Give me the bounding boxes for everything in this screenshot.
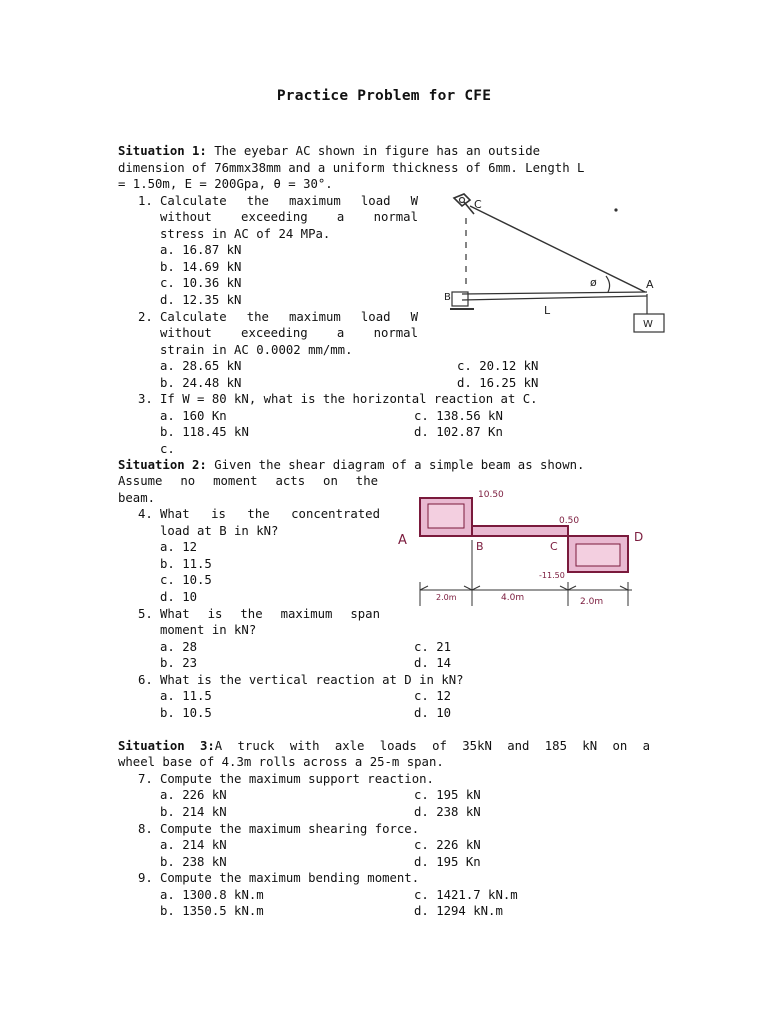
pin-c bbox=[460, 198, 465, 203]
q6-choice-c: c. 12 bbox=[414, 689, 452, 703]
q5-choice-c: c. 21 bbox=[414, 640, 452, 654]
label-point-b: B bbox=[476, 540, 484, 553]
situation-3-label: Situation 3: bbox=[118, 739, 215, 753]
q6-number: 6. bbox=[138, 673, 153, 687]
q9-choice-d: d. 1294 kN.m bbox=[414, 904, 503, 918]
label-l: L bbox=[544, 304, 551, 317]
label-point-a: A bbox=[398, 533, 407, 548]
beam-ba-top bbox=[462, 292, 647, 294]
q1-choice-a: a. 16.87 kN bbox=[160, 243, 242, 257]
label-10-50: 10.50 bbox=[478, 490, 504, 500]
situation-1-label: Situation 1: bbox=[118, 144, 207, 158]
situation-3-line-1 bbox=[118, 738, 650, 754]
q8-choice-c: c. 226 kN bbox=[414, 838, 481, 852]
situation-2-line-1 bbox=[118, 457, 584, 473]
q2-text-1: Calculate the maximum load W bbox=[160, 310, 418, 324]
q8-number: 8. bbox=[138, 822, 153, 836]
q5-choice-a: a. 28 bbox=[160, 640, 198, 654]
situation-2-intro-2: Assume no moment acts on the bbox=[118, 474, 378, 488]
q9-text: Compute the maximum bending moment. bbox=[160, 871, 420, 885]
q5-text-2: moment in kN? bbox=[160, 623, 257, 637]
q5-choice-b: b. 23 bbox=[160, 656, 198, 670]
q5-text-1: What is the maximum span bbox=[160, 607, 380, 621]
support-c-icon bbox=[454, 194, 474, 214]
q1-number: 1. bbox=[138, 194, 153, 208]
q1-text-2: without exceeding a normal bbox=[160, 210, 418, 224]
label-dim-2: 4.0m bbox=[501, 593, 525, 603]
angle-arc bbox=[606, 276, 610, 292]
q4-choice-d: d. 10 bbox=[160, 590, 198, 604]
q8-text: Compute the maximum shearing force. bbox=[160, 822, 420, 836]
q8-choice-d: d. 195 Kn bbox=[414, 855, 481, 869]
eyebar-figure bbox=[440, 188, 670, 338]
q2-text-2: without exceeding a normal bbox=[160, 326, 418, 340]
q3-choice-b: b. 118.45 kN bbox=[160, 425, 249, 439]
q1-choice-d: d. 12.35 kN bbox=[160, 293, 242, 307]
q6-text: What is the vertical reaction at D in kN? bbox=[160, 673, 464, 687]
q5-choice-d: d. 14 bbox=[414, 656, 452, 670]
q2-text-3: strain in AC 0.0002 mm/mm. bbox=[160, 343, 353, 357]
q7-number: 7. bbox=[138, 772, 153, 786]
page-title: Practice Problem for CFE bbox=[276, 88, 492, 104]
label-point-d: D bbox=[634, 530, 644, 544]
q1-text-3: stress in AC of 24 MPa. bbox=[160, 227, 331, 241]
q1-choice-c: c. 10.36 kN bbox=[160, 276, 242, 290]
q2-choice-b: b. 24.48 kN bbox=[160, 376, 242, 390]
q7-choice-a: a. 226 kN bbox=[160, 788, 227, 802]
label-dim-1: 2.0m bbox=[436, 593, 457, 602]
q4-choice-c: c. 10.5 bbox=[160, 573, 212, 587]
q3-choice-d: d. 102.87 Kn bbox=[414, 425, 503, 439]
q7-text: Compute the maximum support reaction. bbox=[160, 772, 434, 786]
q8-choice-b: b. 238 kN bbox=[160, 855, 227, 869]
q9-choice-b: b. 1350.5 kN.m bbox=[160, 904, 264, 918]
situation-1-line-1 bbox=[118, 143, 540, 159]
q3-choice-extra: c. bbox=[160, 442, 175, 456]
q3-text: If W = 80 kN, what is the horizontal reaction at C. bbox=[160, 392, 538, 406]
eyebar-ac bbox=[470, 206, 645, 292]
q2-choice-d: d. 16.25 kN bbox=[457, 376, 539, 390]
label-dim-3: 2.0m bbox=[580, 597, 604, 607]
label-w: W bbox=[643, 319, 653, 330]
q7-choice-c: c. 195 kN bbox=[414, 788, 481, 802]
label-phi: ø bbox=[590, 276, 597, 289]
q6-choice-b: b. 10.5 bbox=[160, 706, 212, 720]
q9-choice-c: c. 1421.7 kN.m bbox=[414, 888, 518, 902]
shear-diagram bbox=[392, 484, 652, 614]
q4-choice-b: b. 11.5 bbox=[160, 557, 212, 571]
q4-number: 4. bbox=[138, 507, 153, 521]
label-a: A bbox=[646, 278, 654, 291]
situation-3-intro-2: wheel base of 4.3m rolls across a 25-m span. bbox=[118, 755, 444, 769]
situation-2-label: Situation 2: bbox=[118, 458, 207, 472]
situation-2-intro-1: Given the shear diagram of a simple beam as shown. bbox=[206, 458, 585, 472]
q1-text-1: Calculate the maximum load W bbox=[160, 194, 418, 208]
label-0-50: 0.50 bbox=[559, 516, 580, 526]
q6-choice-a: a. 11.5 bbox=[160, 689, 212, 703]
q3-number: 3. bbox=[138, 392, 153, 406]
q3-choice-a: a. 160 Kn bbox=[160, 409, 227, 423]
label-point-c: C bbox=[550, 540, 558, 553]
q9-choice-a: a. 1300.8 kN.m bbox=[160, 888, 264, 902]
q2-choice-a: a. 28.65 kN bbox=[160, 359, 242, 373]
q2-number: 2. bbox=[138, 310, 153, 324]
shear-block-ab-inner bbox=[428, 504, 464, 528]
dim-arrow-1 bbox=[420, 586, 428, 590]
label-b: B bbox=[444, 292, 451, 303]
q7-choice-b: b. 214 kN bbox=[160, 805, 227, 819]
situation-3-intro-1: A truck with axle loads of 35kN and 185 kN on a bbox=[214, 739, 650, 753]
q4-choice-a: a. 12 bbox=[160, 540, 198, 554]
q8-choice-a: a. 214 kN bbox=[160, 838, 227, 852]
beam-ba-bottom bbox=[462, 296, 647, 300]
q7-choice-d: d. 238 kN bbox=[414, 805, 481, 819]
q3-choice-c: c. 138.56 kN bbox=[414, 409, 503, 423]
label-c: C bbox=[474, 198, 482, 211]
label-neg-11-50: -11.50 bbox=[539, 571, 565, 580]
q5-number: 5. bbox=[138, 607, 153, 621]
situation-1-intro-3: = 1.50m, E = 200Gpa, θ = 30°. bbox=[118, 177, 333, 191]
q6-choice-d: d. 10 bbox=[414, 706, 452, 720]
situation-2-intro-3: beam. bbox=[118, 491, 156, 505]
q9-number: 9. bbox=[138, 871, 153, 885]
q4-text-2: load at B in kN? bbox=[160, 524, 279, 538]
q1-choice-b: b. 14.69 kN bbox=[160, 260, 242, 274]
shear-block-bc bbox=[472, 526, 568, 536]
situation-1-intro-2: dimension of 76mmx38mm and a uniform thickness of 6mm. Length L bbox=[118, 161, 585, 175]
q4-text-1: What is the concentrated bbox=[160, 507, 380, 521]
q2-choice-c: c. 20.12 kN bbox=[457, 359, 539, 373]
situation-1-intro-1: The eyebar AC shown in figure has an outside bbox=[206, 144, 540, 158]
shear-block-cd-inner bbox=[576, 544, 620, 566]
